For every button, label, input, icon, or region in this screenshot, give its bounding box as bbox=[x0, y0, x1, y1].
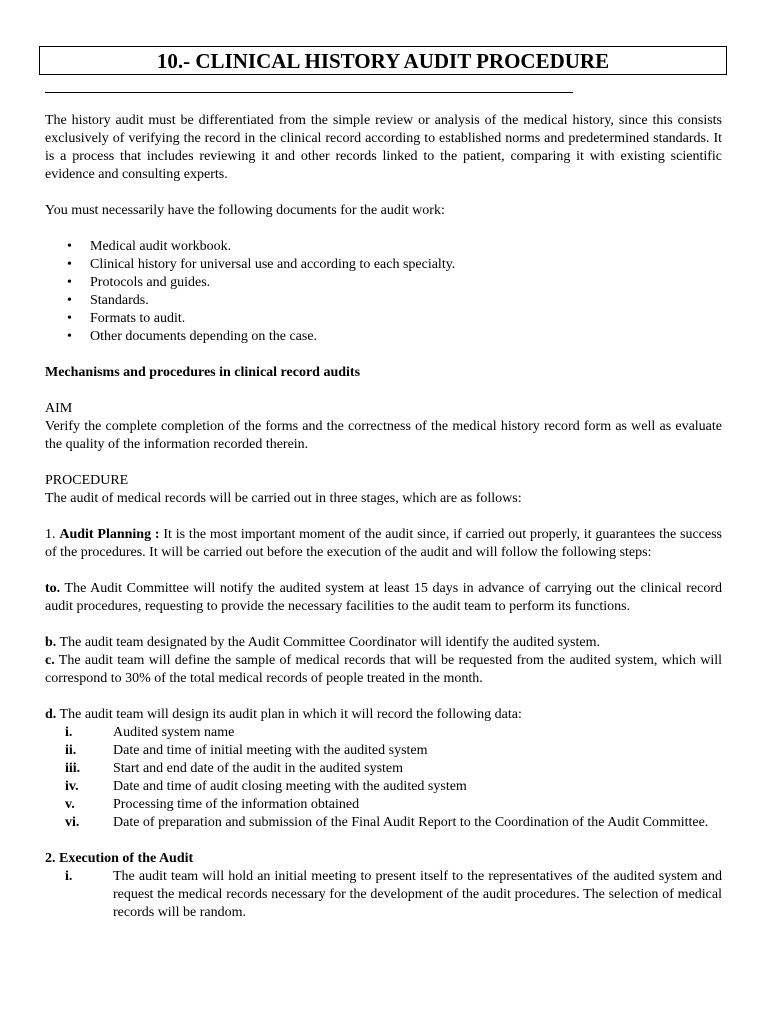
step-c-text: The audit team will define the sample of medical records that will be requested from the audited system, which will correspond to 30% of the total medical records of people treated in the month. bbox=[45, 653, 722, 686]
step-b-text: The audit team designated by the Audit Committee Coordinator will identify the audited system. bbox=[59, 635, 600, 650]
step-b-paragraph bbox=[45, 634, 722, 652]
step-d-label: d. bbox=[45, 707, 57, 722]
list-item: i. Audited system name bbox=[65, 725, 235, 740]
step-d-text: The audit team will design its audit plan in which it will record the following data: bbox=[59, 707, 522, 722]
step-a-text: The Audit Committee will notify the audited system at least 15 days in advance of carrying out the clinical record audit procedures, requesting to provide the necessary facilities to the audit team to perform its functions. bbox=[45, 581, 722, 614]
list-item: v. Processing time of the information obtained bbox=[65, 797, 360, 812]
list-item: iv. Date and time of audit closing meeting with the audited system bbox=[65, 779, 467, 794]
aim-text: Verify the complete completion of the forms and the correctness of the medical history record form as well as evaluate the quality of the information recorded therein. bbox=[45, 419, 722, 452]
list-item: • Medical audit workbook. bbox=[45, 238, 722, 256]
stage1-paragraph bbox=[45, 526, 722, 562]
documents-intro: You must necessarily have the following documents for the audit work: bbox=[45, 203, 445, 218]
stage2-heading: 2. Execution of the Audit bbox=[45, 851, 194, 866]
step-c-paragraph bbox=[45, 652, 722, 688]
list-item: iii. Start and end date of the audit in the audited system bbox=[65, 761, 404, 776]
list-item: • Protocols and guides. bbox=[45, 274, 722, 292]
aim-heading: AIM bbox=[45, 401, 73, 416]
mechanisms-heading: Mechanisms and procedures in clinical record audits bbox=[45, 365, 361, 380]
stage1-text: It is the most important moment of the audit since, if carried out properly, it guarantees the success of the procedures. It will be carried out before the execution of the audit and will follow the following steps: bbox=[45, 527, 722, 560]
stage1-label: Audit Planning : bbox=[59, 527, 160, 542]
procedure-heading: PROCEDURE bbox=[45, 473, 129, 488]
list-item: • Standards. bbox=[45, 292, 722, 310]
list-item: • Clinical history for universal use and according to each specialty. bbox=[45, 256, 722, 274]
procedure-text: The audit of medical records will be carried out in three stages, which are as follows: bbox=[45, 491, 522, 506]
intro-paragraph: The history audit must be differentiated from the simple review or analysis of the medical history, since this consists exclusively of verifying the record in the clinical record according to established norms and predetermined standards. It is a process that includes reviewing it and other records linked to the patient, comparing it with existing scientific evidence and consulting experts. bbox=[45, 113, 722, 182]
step-d-paragraph bbox=[45, 706, 722, 724]
title-underline-rule bbox=[45, 92, 573, 93]
step-a-paragraph bbox=[45, 580, 722, 616]
audit-plan-list bbox=[45, 724, 722, 832]
step-c-label: c. bbox=[45, 653, 55, 668]
page-title: 10.- CLINICAL HISTORY AUDIT PROCEDURE bbox=[39, 46, 727, 75]
execution-list bbox=[45, 868, 722, 922]
list-item: vi. Date of preparation and submission of the Final Audit Report to the Coordination of the Audit Committee. bbox=[65, 815, 709, 830]
documents-list bbox=[45, 238, 722, 346]
list-item: i. The audit team will hold an initial meeting to present itself to the representatives of the audited system and request the medical records necessary for the development of the audit procedures. The selection of medical records will be random. bbox=[65, 869, 722, 920]
list-item: • Other documents depending on the case. bbox=[45, 328, 722, 346]
step-b-label: b. bbox=[45, 635, 57, 650]
list-item: ii. Date and time of initial meeting with the audited system bbox=[65, 743, 428, 758]
step-a-label: to. bbox=[45, 581, 61, 596]
list-item: • Formats to audit. bbox=[45, 310, 722, 328]
document-body bbox=[45, 112, 722, 922]
stage1-number: 1. bbox=[45, 527, 56, 542]
